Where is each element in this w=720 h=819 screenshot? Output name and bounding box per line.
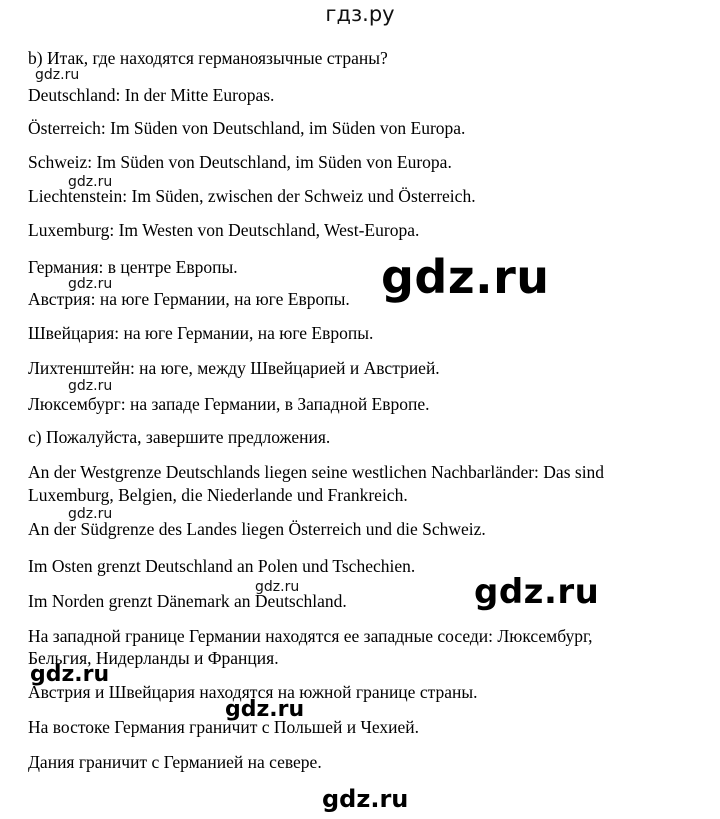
text-line: Luxemburg: Im Westen von Deutschland, West-Europa. [28, 220, 420, 240]
watermark-large: gdz.ru [381, 250, 550, 304]
text-line: Deutschland: In der Mitte Europas. [28, 85, 275, 105]
watermark: gdz.ru [68, 378, 113, 394]
text-line: На востоке Германия граничит с Польшей и Чехией. [28, 717, 420, 737]
site-header: гдз.ру [325, 2, 395, 26]
watermark: gdz.ru [68, 506, 113, 522]
text-line: c) Пожалуйста, завершите предложения. [28, 427, 331, 447]
text-line: An der Südgrenze des Landes liegen Österreich und die Schweiz. [28, 519, 486, 539]
text-line: Австрия и Швейцария находятся на южной границе страны. [28, 682, 478, 702]
text-line: Дания граничит с Германией на севере. [28, 752, 322, 772]
text-line: Бельгия, Нидерланды и Франция. [28, 648, 279, 668]
text-line: Schweiz: Im Süden von Deutschland, im Süden von Europa. [28, 152, 452, 172]
text-line: Österreich: Im Süden von Deutschland, im Süden von Europa. [28, 118, 466, 138]
watermark: gdz.ru [35, 67, 80, 83]
watermark-medium: gdz.ru [322, 785, 409, 813]
text-line: Im Norden grenzt Dänemark an Deutschland. [28, 591, 347, 611]
text-line: Лихтенштейн: на юге, между Швейцарией и Австрией. [28, 358, 440, 378]
watermark: gdz.ru [68, 276, 113, 292]
watermark: gdz.ru [68, 174, 113, 190]
text-line: Luxemburg, Belgien, die Niederlande und Frankreich. [28, 485, 408, 505]
text-line: An der Westgrenze Deutschlands liegen seine westlichen Nachbarländer: Das sind [28, 462, 605, 482]
text-line: Im Osten grenzt Deutschland an Polen und Tschechien. [28, 556, 416, 576]
text-line: b) Итак, где находятся германоязычные страны? [28, 48, 388, 68]
watermark-medium: gdz.ru [30, 662, 110, 687]
text-line: Liechtenstein: Im Süden, zwischen der Schweiz und Österreich. [28, 186, 476, 206]
text-line: Австрия: на юге Германии, на юге Европы. [28, 289, 350, 309]
text-line: Люксембург: на западе Германии, в Западной Европе. [28, 394, 430, 414]
text-line: На западной границе Германии находятся ее западные соседи: Люксембург, [28, 626, 593, 646]
watermark: gdz.ru [255, 579, 300, 595]
watermark-large: gdz.ru [474, 572, 600, 612]
text-line: Германия: в центре Европы. [28, 257, 238, 277]
watermark-medium: gdz.ru [225, 697, 305, 722]
text-line: Швейцария: на юге Германии, на юге Европы. [28, 323, 374, 343]
